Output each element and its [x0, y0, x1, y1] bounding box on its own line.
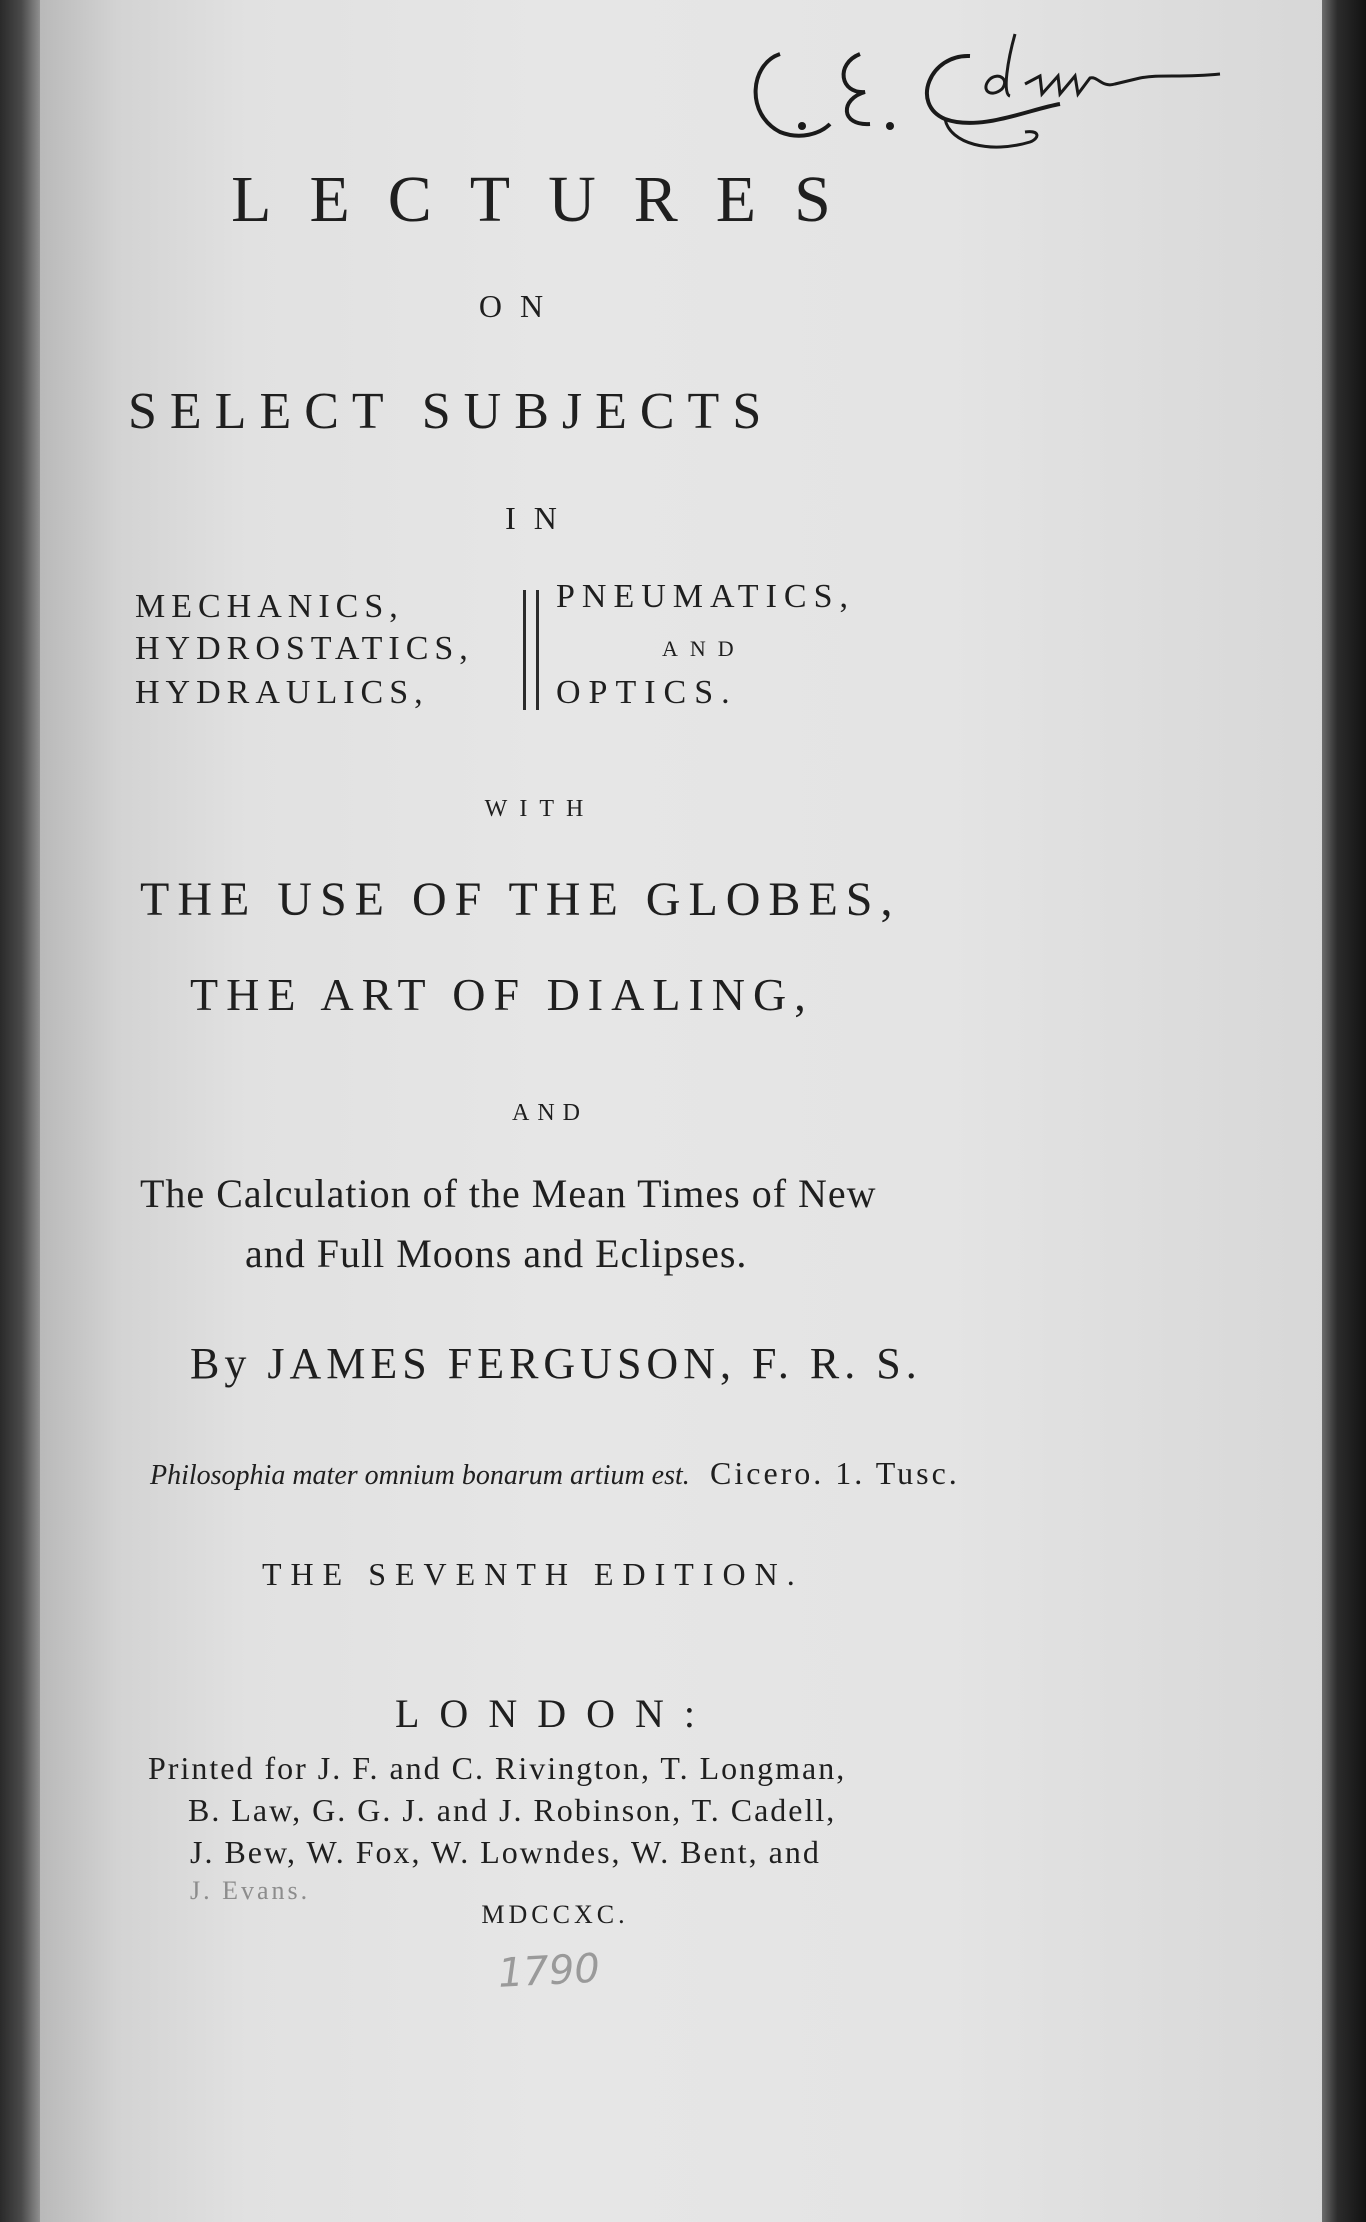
subject-optics: OPTICS.: [556, 674, 738, 711]
imprint-city: LONDON:: [395, 1691, 715, 1736]
globes-line: THE USE OF THE GLOBES,: [140, 873, 901, 926]
with-label: WITH: [484, 796, 596, 822]
subject-mechanics: MECHANICS,: [135, 588, 404, 625]
imprint-line-1: Printed for J. F. and C. Rivington, T. Longman,: [148, 1750, 847, 1786]
imprint-year: MDCCXC.: [481, 1900, 629, 1929]
imprint-line-3: J. Bew, W. Fox, W. Lowndes, W. Bent, and: [190, 1834, 821, 1870]
imprint-line-4: J. Evans.: [190, 1876, 311, 1905]
signature-drawing: [740, 14, 1260, 164]
calculation-line-2: and Full Moons and Eclipses.: [245, 1231, 748, 1276]
title-in: IN: [505, 500, 575, 536]
and-label: AND: [512, 1100, 588, 1126]
edition-line: THE SEVENTH EDITION.: [262, 1556, 804, 1592]
calculation-line-1: The Calculation of the Mean Times of New: [140, 1171, 877, 1216]
motto-source: Cicero. 1. Tusc.: [710, 1455, 960, 1491]
motto-quote: Philosophia mater omnium bonarum artium est.: [150, 1460, 690, 1491]
title-on: ON: [478, 288, 562, 324]
subject-hydrostatics: HYDROSTATICS,: [135, 630, 474, 667]
page-edge-shadow: [1322, 0, 1366, 2222]
author-byline: By JAMES FERGUSON, F. R. S.: [190, 1339, 922, 1388]
subject-pneumatics: PNEUMATICS,: [556, 578, 855, 615]
handwritten-year: 1790: [496, 1945, 601, 1997]
subject-hydraulics: HYDRAULICS,: [135, 674, 429, 711]
title-select-subjects: SELECT SUBJECTS: [128, 383, 775, 440]
imprint-line-2: B. Law, G. G. J. and J. Robinson, T. Cadell,: [188, 1792, 837, 1828]
dialing-line: THE ART OF DIALING,: [190, 969, 814, 1020]
subject-and: AND: [662, 636, 746, 661]
title-lectures: LECTURES: [231, 163, 869, 236]
owner-signature: [740, 14, 1260, 164]
subjects-divider: [523, 590, 539, 710]
